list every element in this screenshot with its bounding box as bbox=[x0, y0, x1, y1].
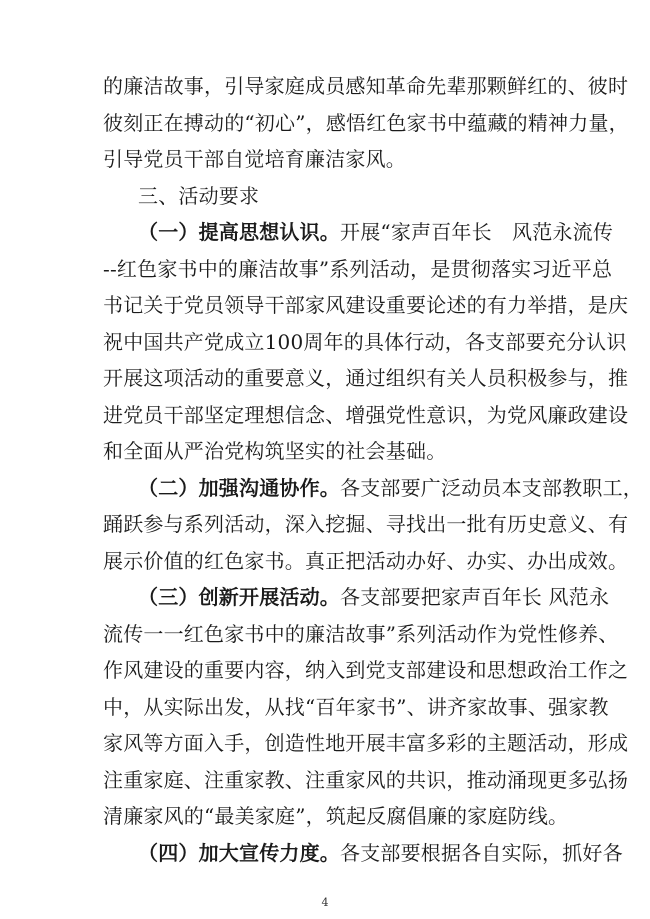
item-3-heading: （三）创新开展活动。 bbox=[138, 585, 340, 609]
item-1-line-3: 书记关于党员领导干部家风建设重要论述的有力举措，是庆 bbox=[103, 293, 629, 317]
item-1-line-5: 开展这项活动的重要意义，通过组织有关人员积极参与，推 bbox=[103, 366, 629, 390]
item-2-heading: （二）加强沟通协作。 bbox=[138, 475, 340, 500]
item-1-line-6: 进党员干部坚定理想信念、增强党性意识，为党风廉政建设 bbox=[103, 402, 629, 427]
item-2-first-line-text: 各支部要广泛动员本支部教职工， bbox=[340, 475, 643, 500]
section-heading: 三、活动要求 bbox=[138, 183, 260, 208]
item-2-line-2: 踊跃参与系列活动，深入挖掘、寻找出一批有历史意义、有 bbox=[103, 512, 629, 536]
item-3-line-7: 清廉家风的“最美家庭”，筑起反腐倡廉的家庭防线。 bbox=[103, 804, 569, 828]
item-3-first-line bbox=[138, 579, 609, 615]
intro-line-2: 彼刻正在搏动的“初心”，感悟红色家书中蕴藏的精神力量， bbox=[103, 110, 629, 135]
intro-line-3: 引导党员干部自觉培育廉洁家风。 bbox=[103, 147, 406, 171]
item-4-first-line-text: 各支部要根据各自实际，抓好各 bbox=[340, 840, 623, 865]
page-number: 4 bbox=[321, 896, 329, 909]
item-3-line-4: 中，从实际出发，从找“百年家书”、讲齐家故事、强家教 bbox=[103, 694, 609, 719]
item-4-first-line bbox=[138, 835, 623, 871]
item-2-first-line bbox=[138, 470, 643, 506]
item-1-line-2: --红色家书中的廉洁故事”系列活动，是贯彻落实习近平总 bbox=[103, 256, 613, 281]
item-3-line-6: 注重家庭、注重家教、注重家风的共识，推动涌现更多弘扬 bbox=[103, 767, 629, 792]
item-1-heading: （一）提高思想认识。 bbox=[138, 220, 340, 244]
item-4-heading: （四）加大宣传力度。 bbox=[138, 840, 340, 865]
item-1-line-7: 和全面从严治党构筑坚实的社会基础。 bbox=[103, 439, 447, 463]
item-3-line-5: 家风等方面入手，创造性地开展丰富多彩的主题活动，形成 bbox=[103, 731, 629, 755]
item-3-first-line-text: 各支部要把家声百年长 风范永 bbox=[340, 585, 610, 609]
item-1-line-4: 祝中国共产党成立100周年的具体行动，各支部要充分认识 bbox=[103, 329, 627, 354]
item-1-first-line-text: 开展“家声百年长 风范永流传 bbox=[340, 220, 614, 244]
item-1-first-line bbox=[138, 214, 613, 250]
item-3-line-2: 流传一一红色家书中的廉洁故事”系列活动作为党性修养、 bbox=[103, 621, 619, 646]
intro-line-1: 的廉洁故事，引导家庭成员感知革命先辈那颗鲜红的、彼时 bbox=[103, 74, 629, 98]
item-2-line-3: 展示价值的红色家书。真正把活动办好、办实、办出成效。 bbox=[103, 548, 629, 573]
item-3-line-3: 作风建设的重要内容，纳入到党支部建设和思想政治工作之 bbox=[103, 658, 629, 682]
